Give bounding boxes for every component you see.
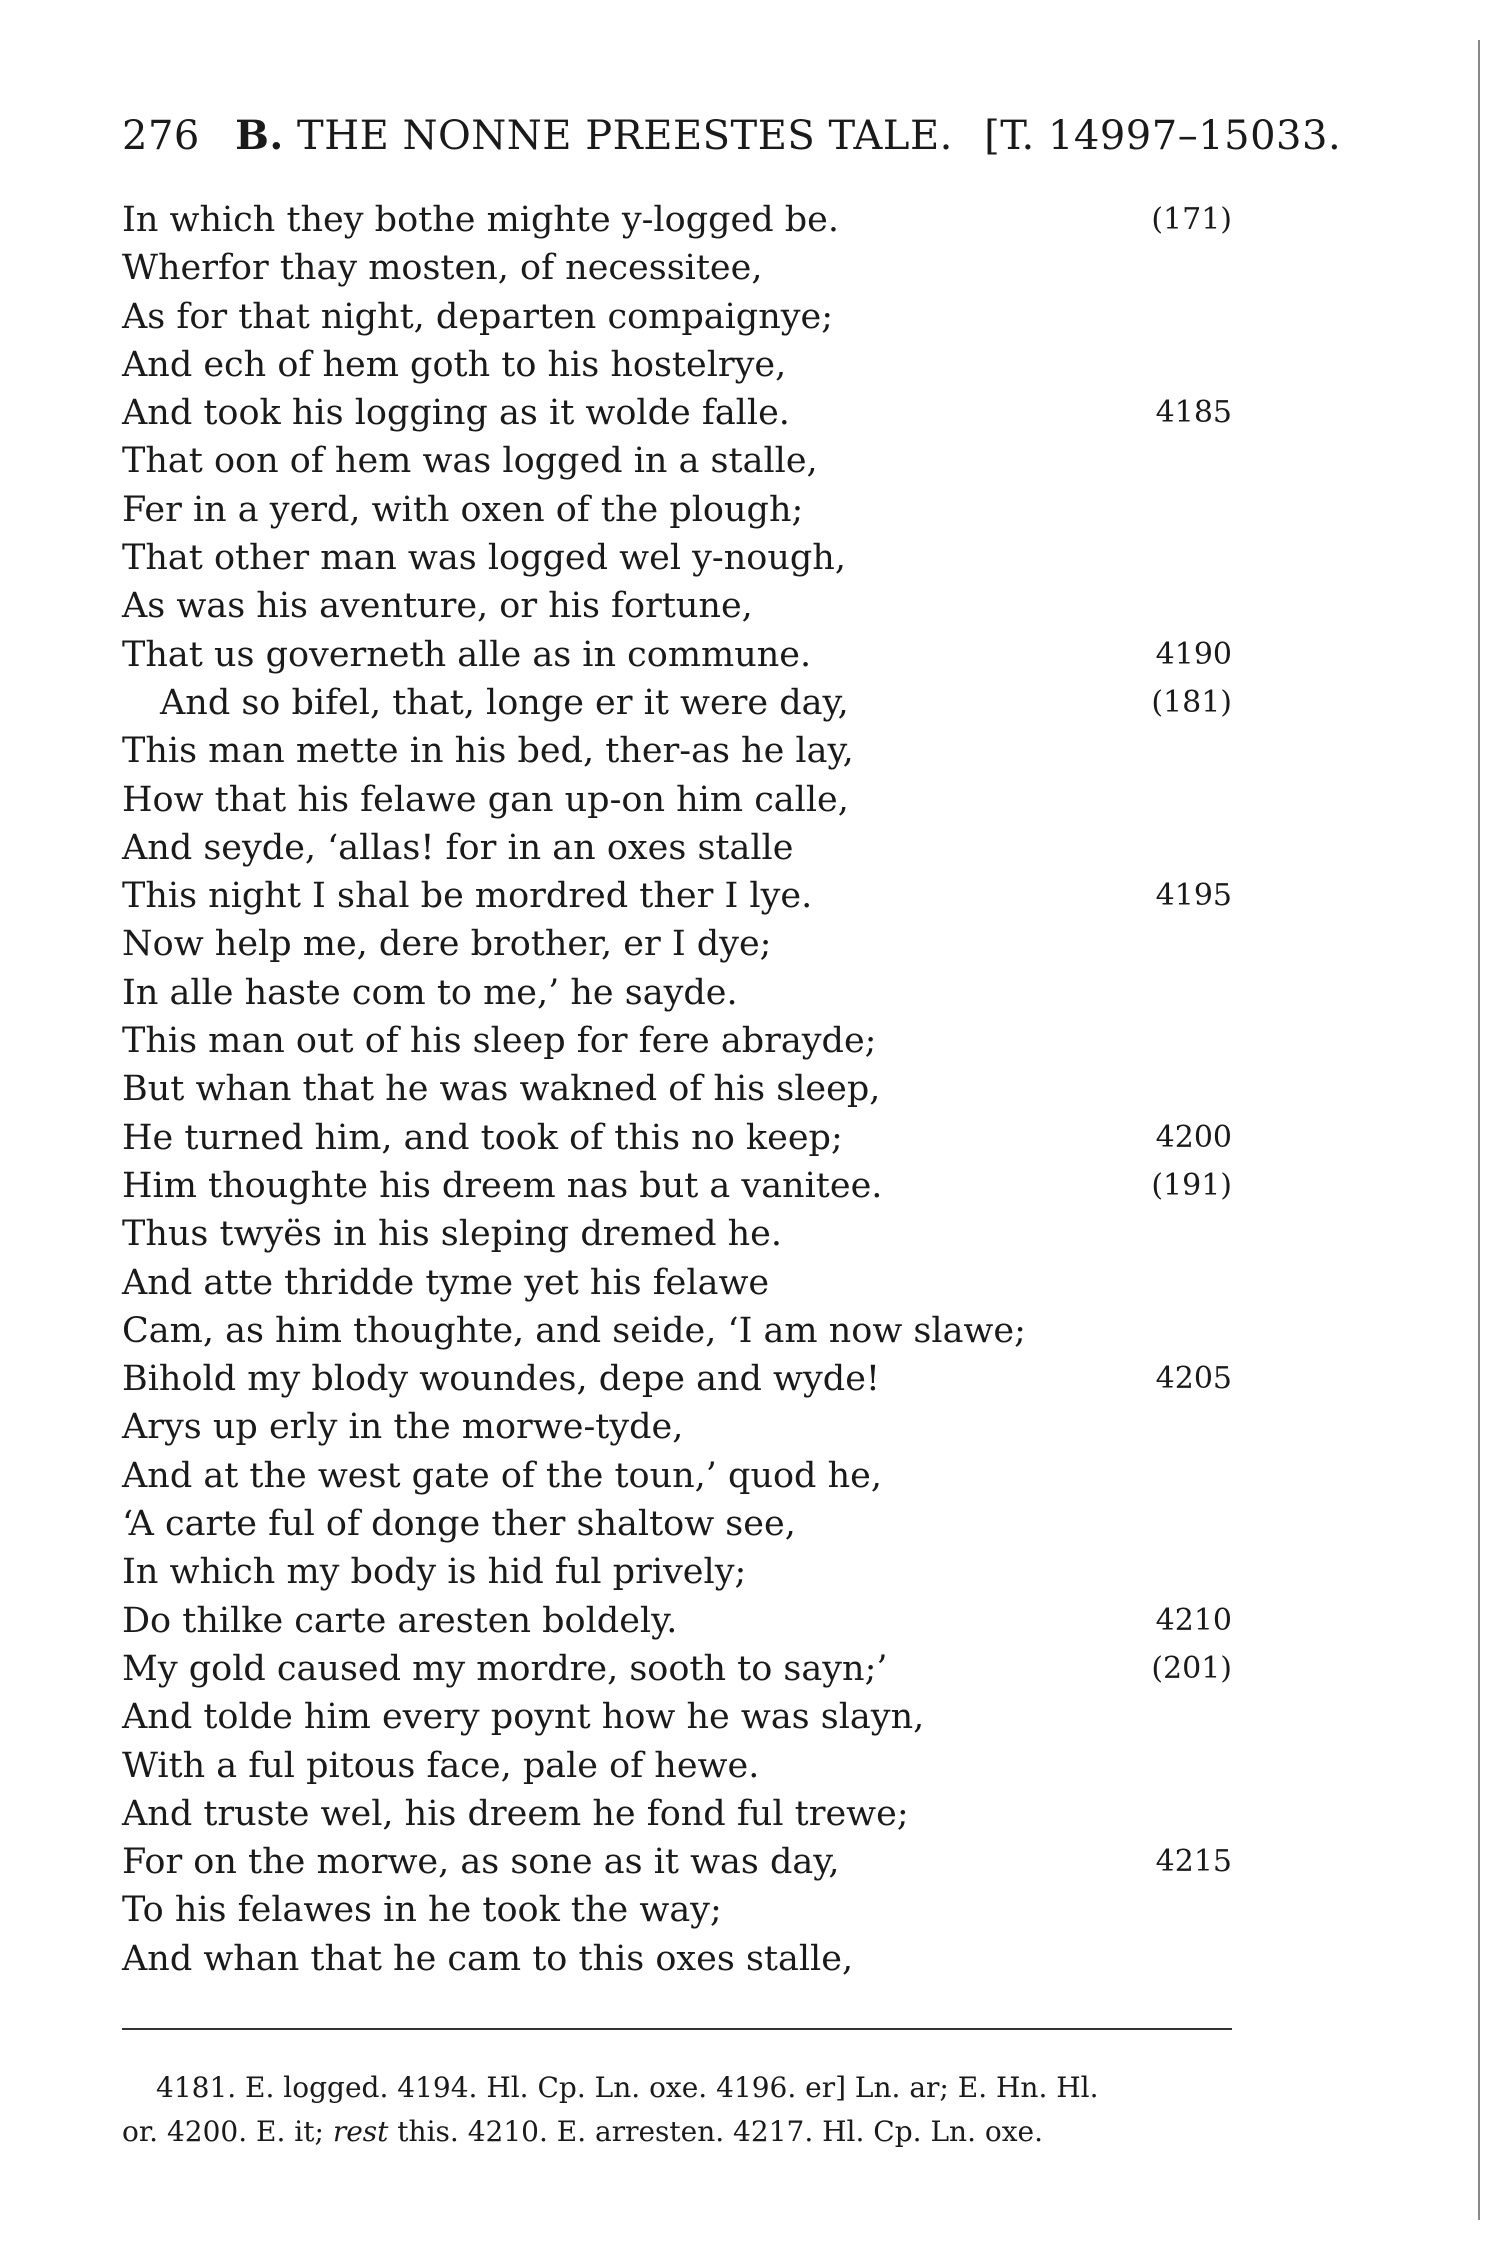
verse-text: Bihold my blody woundes, depe and wyde!: [122, 1359, 880, 1400]
verse-text: Him thoughte his dreem nas but a vanitee.: [122, 1165, 883, 1206]
verse-line: [122, 1838, 1232, 1886]
verse-text: How that his felawe gan up-on him calle,: [122, 779, 849, 820]
verse-line: [122, 1597, 1232, 1645]
verse-text: Wherfor thay mosten, of necessitee,: [122, 248, 763, 289]
line-number: 4205: [1155, 1361, 1232, 1397]
verse-text: And took his logging as it wolde falle.: [122, 393, 790, 434]
verse-text: Cam, as him thoughte, and seide, ‘I am now slawe;: [122, 1310, 1026, 1351]
verse-text: In which they bothe mighte y-logged be.: [122, 200, 839, 240]
verse-text: This night I shal be mordred ther I lye.: [122, 876, 813, 917]
line-number: (171): [1151, 202, 1232, 237]
scan-edge-line: [1478, 40, 1480, 2220]
line-number: (181): [1151, 684, 1232, 720]
verse-line: [122, 341, 1232, 389]
verse-line: [122, 727, 1232, 775]
verse-text: Thus twyës in his sleping dremed he.: [122, 1214, 782, 1255]
verse-text: That us governeth alle as in commune.: [122, 634, 812, 675]
verse-text: That other man was logged wel y-nough,: [122, 538, 846, 579]
verse-text: Now help me, dere brother, er I dye;: [122, 924, 772, 965]
verse-line: [122, 1017, 1232, 1065]
verse-line: [122, 1065, 1232, 1113]
verse-text: And ech of hem goth to his hostelrye,: [122, 344, 787, 385]
verse-text: For on the morwe, as sone as it was day,: [122, 1842, 840, 1883]
verse-text: Do thilke carte aresten boldely.: [122, 1600, 678, 1641]
verse-line: [122, 824, 1232, 872]
verse-line: [122, 969, 1232, 1017]
verse-line: [122, 679, 1232, 727]
verse-line: [122, 582, 1232, 630]
verse-text: In which my body is hid ful prively;: [122, 1552, 747, 1593]
verse-text: As was his aventure, or his fortune,: [122, 586, 753, 627]
verse-line: [122, 1355, 1232, 1403]
line-number: (201): [1151, 1650, 1232, 1686]
verse-line: [122, 1693, 1232, 1741]
verse-line: [122, 1886, 1232, 1934]
running-header: [122, 112, 1341, 159]
verse-text: And atte thridde tyme yet his felawe: [122, 1262, 770, 1303]
verse-line: [122, 1259, 1232, 1307]
verse-line: [122, 1307, 1232, 1355]
verse-line: [122, 1742, 1232, 1790]
page-number: 276: [122, 113, 200, 159]
footnote-text: this. 4210. E. arresten. 4217. Hl. Cp. Ln. oxe.: [388, 2115, 1043, 2148]
verse-text: He turned him, and took of this no keep;: [122, 1117, 843, 1158]
verse-text: And tolde him every poynt how he was slayn,: [122, 1697, 925, 1738]
verse-line: [122, 1114, 1232, 1162]
verse-line: [122, 1935, 1232, 1983]
footnote-line: 4181. E. logged. 4194. Hl. Cp. Ln. oxe. 4196. er] Ln. ar; E. Hn. Hl.: [156, 2071, 1099, 2104]
tale-title: THE NONNE PREESTES TALE.: [297, 113, 953, 159]
verse-text: This man mette in his bed, ther-as he lay,: [122, 731, 854, 772]
poem-text: [122, 196, 1232, 1983]
verse-text: In alle haste com to me,’ he sayde.: [122, 972, 738, 1013]
verse-line: [122, 244, 1232, 292]
verse-line: [122, 1210, 1232, 1258]
section-letter: B.: [235, 112, 284, 159]
footnote-line: [122, 2110, 1232, 2154]
verse-text: Fer in a yerd, with oxen of the plough;: [122, 489, 804, 530]
verse-line: [122, 776, 1232, 824]
line-number: 4210: [1155, 1602, 1232, 1638]
verse-line: [122, 920, 1232, 968]
footnote-text: or. 4200. E. it;: [122, 2115, 333, 2148]
verse-text: But whan that he was wakned of his sleep,: [122, 1069, 881, 1110]
verse-line: [122, 196, 1232, 244]
line-number: (191): [1151, 1167, 1232, 1203]
verse-line: [122, 1452, 1232, 1500]
verse-text: And truste wel, his dreem he fond ful trewe;: [122, 1793, 909, 1834]
verse-text: And so bifel, that, longe er it were day,: [160, 682, 849, 723]
verse-text: As for that night, departen compaignye;: [122, 296, 834, 337]
verse-line: [122, 631, 1232, 679]
verse-text: Arys up erly in the morwe-tyde,: [122, 1407, 684, 1448]
line-range: [T. 14997–15033.: [984, 113, 1342, 159]
line-number: 4185: [1155, 395, 1232, 431]
line-number: 4190: [1155, 636, 1232, 672]
verse-text: To his felawes in he took the way;: [122, 1890, 722, 1931]
verse-line: [122, 389, 1232, 437]
verse-text: That oon of hem was logged in a stalle,: [122, 441, 818, 482]
footnote-rule: [122, 2028, 1232, 2030]
verse-line: [122, 1403, 1232, 1451]
verse-line: [122, 1645, 1232, 1693]
verse-line: [122, 1790, 1232, 1838]
verse-text: This man out of his sleep for fere abrayde;: [122, 1021, 877, 1062]
verse-text: And at the west gate of the toun,’ quod he,: [122, 1455, 882, 1496]
verse-text: And seyde, ‘allas! for in an oxes stalle: [122, 827, 794, 868]
footnote-italic: rest: [332, 2115, 389, 2148]
verse-line: [122, 437, 1232, 485]
verse-line: [122, 1548, 1232, 1596]
verse-line: [122, 293, 1232, 341]
verse-line: [122, 1500, 1232, 1548]
verse-text: With a ful pitous face, pale of hewe.: [122, 1745, 760, 1786]
verse-line: [122, 872, 1232, 920]
verse-text: And whan that he cam to this oxes stalle,: [122, 1938, 854, 1979]
line-number: 4195: [1155, 878, 1232, 914]
line-number: 4215: [1155, 1844, 1232, 1880]
verse-text: My gold caused my mordre, sooth to sayn;’: [122, 1648, 888, 1689]
footnotes: [122, 2066, 1232, 2154]
verse-line: [122, 534, 1232, 582]
verse-text: ‘A carte ful of donge ther shaltow see,: [122, 1504, 796, 1545]
line-number: 4200: [1155, 1119, 1232, 1155]
verse-line: [122, 486, 1232, 534]
verse-line: [122, 1162, 1232, 1210]
